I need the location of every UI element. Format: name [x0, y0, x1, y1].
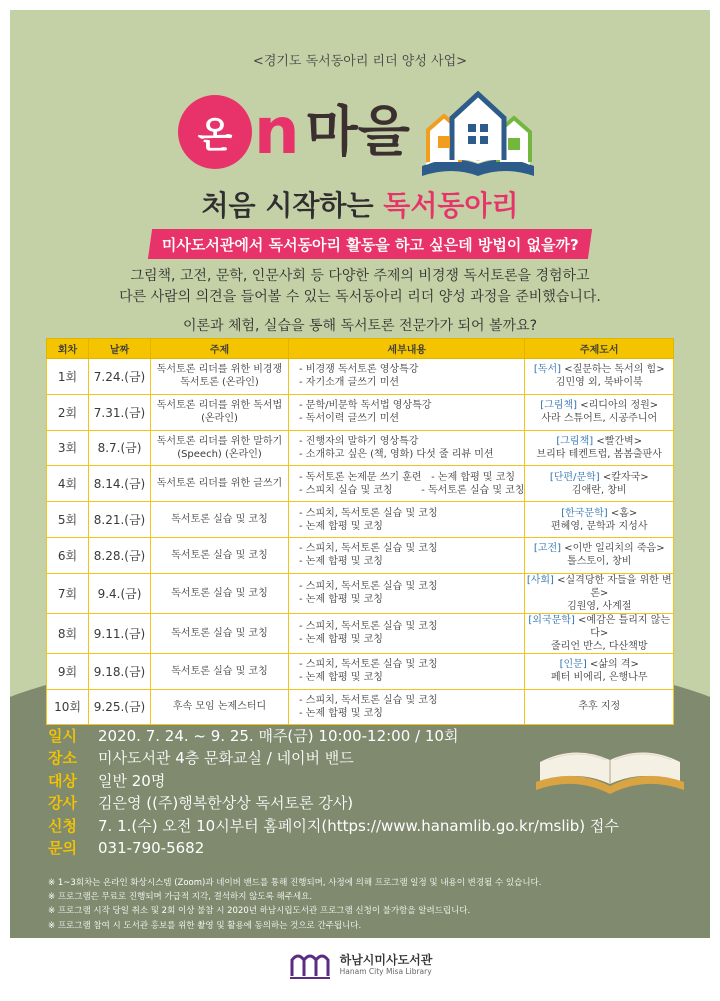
info-key: 문의: [48, 839, 77, 858]
session-date: 9.25.(금): [89, 689, 151, 725]
session-number: 2회: [47, 394, 89, 430]
session-detail: [289, 573, 525, 613]
session-book: [525, 466, 674, 502]
detail-line: - 논제 합평 및 코칭: [299, 594, 383, 606]
topic-line: (Speech) (온라인): [177, 448, 262, 460]
session-date: 7.31.(금): [89, 394, 151, 430]
book-title: <실격당한 자들을 위한 변론>: [553, 574, 672, 599]
topic-line: 독서토론 리더를 위한 독서법: [156, 400, 283, 412]
book-title: <홈>: [607, 507, 638, 519]
session-date: 9.18.(금): [89, 653, 151, 689]
book-title: <삶의 격>: [586, 659, 639, 671]
session-book: [525, 613, 674, 653]
book-author: 페터 비에리, 은행나무: [551, 672, 648, 684]
intro-line-3: 이론과 체험, 실습을 통해 독서토론 전문가가 되어 볼까요?: [182, 318, 538, 334]
session-date: 8.21.(금): [89, 502, 151, 538]
topic-line: (온라인): [201, 413, 238, 425]
book-author: 톨스토이, 창비: [567, 556, 632, 568]
subtitle-pink: 독서동아리: [383, 189, 519, 222]
detail-line: - 소개하고 싶은 (책, 영화) 다섯 줄 리뷰 미션: [299, 448, 494, 460]
topic-line: 독서토론 실습 및 코칭: [171, 549, 268, 561]
detail-line: - 논제 합평 및 코칭: [299, 634, 383, 646]
session-date: 8.7.(금): [89, 430, 151, 466]
detail-line: - 스피치, 독서토론 실습 및 코칭: [299, 543, 438, 555]
table-row: [47, 537, 674, 573]
detail-line: - 스피치, 독서토론 실습 및 코칭: [299, 621, 438, 633]
book-author: 김민영 외, 북바이북: [555, 377, 643, 389]
note-line: ※ 프로그램 참여 시 도서관 홍보를 위한 촬영 및 활용에 동의하는 것으로 간주됩니다.: [48, 920, 362, 931]
schedule-table: [46, 338, 674, 725]
book-category: [독서]: [533, 364, 562, 376]
header-detail: 세부내용: [289, 339, 525, 359]
detail-line: - 스피치 실습 및 코칭 - 독서토론 실습 및 코칭: [299, 484, 525, 496]
session-book: [525, 653, 674, 689]
session-detail: [289, 466, 525, 502]
session-book: [525, 394, 674, 430]
session-number: 3회: [47, 430, 89, 466]
topic-line: 후속 모임 논제스터디: [172, 701, 267, 713]
book-title: <리디아의 정원>: [577, 400, 659, 412]
subtitle: [10, 184, 710, 224]
table-row: [47, 653, 674, 689]
session-book: [525, 430, 674, 466]
book-author: 사라 스튜어트, 시공주니어: [541, 413, 658, 425]
book-category: [사회]: [526, 574, 554, 586]
project-title: <경기도 독서동아리 리더 양성 사업>: [252, 54, 468, 69]
info-row-contact: [48, 837, 688, 860]
session-number: 7회: [47, 573, 89, 613]
table-row: [47, 689, 674, 725]
book-title: <칼자국>: [599, 471, 649, 483]
session-topic: [151, 689, 289, 725]
table-row: [47, 430, 674, 466]
info-key: 신청: [48, 816, 77, 835]
poster: [10, 10, 710, 991]
detail-line: - 문학/비문학 독서법 영상특강: [299, 400, 432, 412]
session-date: 7.24.(금): [89, 359, 151, 395]
book-category: [외국문학]: [528, 614, 575, 626]
session-detail: [289, 537, 525, 573]
book-author: 브리타 테켄트럽, 봄봄출판사: [536, 448, 662, 460]
table-row: [47, 466, 674, 502]
info-value: 김은영 ((주)행복한상상 독서토론 강사): [98, 794, 354, 813]
detail-line: - 스피치, 독서토론 실습 및 코칭: [299, 694, 438, 706]
topic-line: 독서토론 리더를 위한 말하기: [156, 435, 283, 447]
intro-line-1: 그림책, 고전, 문학, 인문사회 등 다양한 주제의 비경쟁 독서토론을 경험하고: [130, 268, 590, 284]
session-number: 1회: [47, 359, 89, 395]
table-row: [47, 613, 674, 653]
notes: [48, 876, 688, 933]
library-name-en: Hanam City Misa Library: [339, 967, 432, 976]
book-title: <빨간벽>: [593, 435, 643, 447]
topic-line: 독서토론 실습 및 코칭: [171, 514, 268, 526]
session-date: 8.14.(금): [89, 466, 151, 502]
note-line: ※ 프로그램은 무료로 진행되며 가급적 지각, 결석하지 않도록 해주세요.: [48, 892, 313, 903]
detail-line: - 자기소개 글쓰기 미션: [299, 377, 400, 389]
session-date: 9.11.(금): [89, 613, 151, 653]
session-number: 5회: [47, 502, 89, 538]
info-value: 031-790-5682: [98, 838, 205, 857]
session-book: [525, 537, 674, 573]
detail-line: - 스피치, 독서토론 실습 및 코칭: [299, 659, 438, 671]
library-logo-icon: [288, 950, 332, 980]
header-book: 주제도서: [525, 339, 674, 359]
table-row: [47, 573, 674, 613]
logo: [178, 82, 538, 182]
session-book: [525, 502, 674, 538]
topic-line: 독서토론 실습 및 코칭: [171, 665, 268, 677]
session-book: [525, 573, 674, 613]
subtitle-dark: 처음 시작하는: [201, 189, 384, 222]
session-date: 9.4.(금): [89, 573, 151, 613]
session-topic: [151, 466, 289, 502]
info-key: 장소: [48, 749, 77, 768]
info-value: 2020. 7. 24. ~ 9. 25. 매주(금) 10:00-12:00 / 10회: [98, 726, 459, 745]
info-key: 일시: [48, 726, 77, 745]
session-detail: [289, 653, 525, 689]
topic-line: 독서토론 리더를 위한 비경쟁: [156, 364, 283, 376]
book-category: [그림책]: [556, 435, 594, 447]
note-line: ※ 프로그램 시작 당일 취소 및 2회 이상 불참 시 2020년 하남시립도서관 프로그램 신청이 불가함을 알려드립니다.: [48, 906, 471, 917]
info-value: 7. 1.(수) 오전 10시부터 홈페이지(https://www.hanamlib.go.kr/mslib) 접수: [98, 816, 619, 835]
detail-line: - 진행자의 말하기 영상특강: [299, 435, 419, 447]
header-session: 회차: [47, 339, 89, 359]
info-value: 일반 20명: [98, 771, 166, 790]
detail-line: - 스피치, 독서토론 실습 및 코칭: [299, 507, 438, 519]
topic-line: 독서토론 실습 및 코칭: [171, 627, 268, 639]
detail-line: - 논제 합평 및 코칭: [299, 520, 383, 532]
session-number: 4회: [47, 466, 89, 502]
session-number: 9회: [47, 653, 89, 689]
session-date: 8.28.(금): [89, 537, 151, 573]
topic-line: 독서토론 리더를 위한 글쓰기: [156, 478, 283, 490]
book-title: <질문하는 독서의 힘>: [561, 364, 665, 376]
book-category: [한국문학]: [561, 507, 608, 519]
session-detail: [289, 502, 525, 538]
note-line: ※ 1~3회차는 온라인 화상시스템 (Zoom)과 네이버 밴드를 통해 진행되며, 사정에 의해 프로그램 일정 및 내용이 변경될 수 있습니다.: [48, 878, 542, 888]
book-category: [그림책]: [540, 400, 578, 412]
session-number: 10회: [47, 689, 89, 725]
book-author: 김애란, 창비: [571, 484, 627, 496]
info-key: 대상: [48, 771, 77, 790]
header-topic: 주제: [151, 339, 289, 359]
logo-n: n: [254, 95, 300, 169]
topic-line: 독서토론 (온라인): [180, 377, 259, 389]
detail-line: - 독서이력 글쓰기 미션: [299, 413, 400, 425]
detail-line: - 논제 합평 및 코칭: [299, 672, 383, 684]
logo-on-circle: 온: [178, 95, 252, 169]
book-category: [고전]: [533, 543, 562, 555]
book-title: <이반 일리치의 죽음>: [561, 543, 665, 555]
session-topic: [151, 613, 289, 653]
library-name: 하남시미사도서관: [339, 953, 433, 967]
session-book: [525, 359, 674, 395]
detail-line: - 논제 합평 및 코칭: [299, 707, 383, 719]
table-row: [47, 359, 674, 395]
open-book-icon: [530, 738, 690, 798]
session-detail: [289, 359, 525, 395]
houses-on-book-icon: [418, 84, 538, 180]
session-book: [525, 689, 674, 725]
header-date: 날짜: [89, 339, 151, 359]
table-row: [47, 394, 674, 430]
logo-maeul: 마을: [305, 100, 410, 163]
session-topic: [151, 653, 289, 689]
book-author: 편혜영, 문학과 지성사: [551, 520, 648, 532]
session-detail: [289, 430, 525, 466]
session-detail: [289, 613, 525, 653]
book-title: <예감은 틀리지 않는다>: [574, 614, 671, 639]
info-value: 미사도서관 4층 문화교실 / 네이버 밴드: [98, 749, 354, 768]
table-header-row: [47, 339, 674, 359]
info-key: 강사: [48, 794, 77, 813]
session-topic: [151, 359, 289, 395]
footer: [10, 938, 710, 991]
book-author: 줄리언 반스, 다산책방: [551, 640, 648, 652]
session-detail: [289, 394, 525, 430]
detail-line: - 논제 합평 및 코칭: [299, 556, 383, 568]
session-topic: [151, 394, 289, 430]
table-row: [47, 502, 674, 538]
session-topic: [151, 573, 289, 613]
detail-line: - 스피치, 독서토론 실습 및 코칭: [299, 581, 438, 593]
intro-text: [10, 266, 710, 308]
info-row-apply: [48, 814, 688, 837]
question-banner: [148, 229, 592, 259]
session-topic: [151, 537, 289, 573]
library-text: [340, 953, 433, 976]
session-detail: [289, 689, 525, 725]
book-category: [인문]: [559, 659, 587, 671]
banner-text: 미사도서관에서 독서동아리 활동을 하고 싶은데 방법이 없을까?: [161, 235, 579, 254]
book-title: 추후 지정: [578, 701, 621, 713]
book-category: [단편/문학]: [549, 471, 600, 483]
detail-line: - 비경쟁 독서토론 영상특강: [299, 364, 419, 376]
session-number: 8회: [47, 613, 89, 653]
intro-line-2: 다른 사람의 의견을 들어볼 수 있는 독서동아리 리더 양성 과정을 준비했습니다.: [119, 289, 601, 305]
book-author: 김원영, 사계절: [567, 600, 632, 612]
topic-line: 독서토론 실습 및 코칭: [171, 587, 268, 599]
session-topic: [151, 502, 289, 538]
session-number: 6회: [47, 537, 89, 573]
session-topic: [151, 430, 289, 466]
detail-line: - 독서토론 논제문 쓰기 훈련 - 논제 합평 및 코칭: [299, 471, 516, 483]
